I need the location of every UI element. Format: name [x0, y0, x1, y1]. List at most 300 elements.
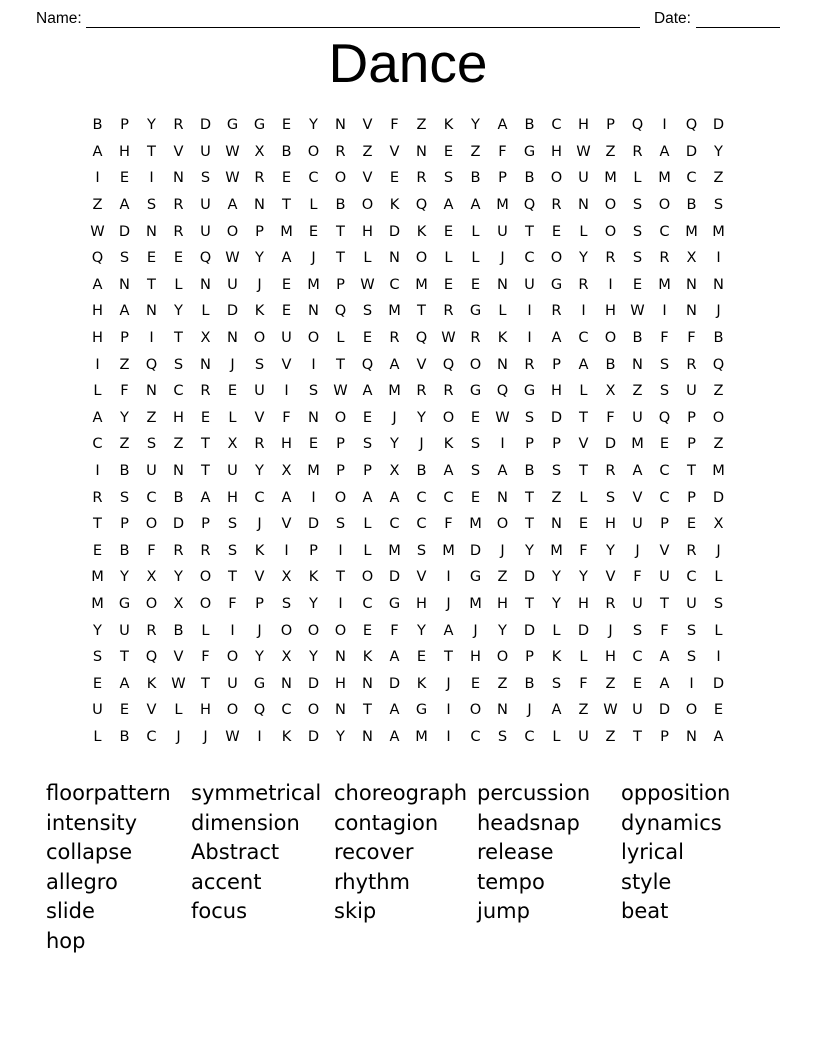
- grid-cell[interactable]: E: [362, 621, 373, 639]
- grid-cell[interactable]: U: [578, 727, 589, 745]
- grid-cell[interactable]: E: [362, 329, 373, 347]
- grid-cell[interactable]: A: [227, 196, 238, 214]
- grid-cell[interactable]: I: [284, 541, 289, 559]
- grid-cell[interactable]: W: [360, 275, 375, 293]
- grid-cell[interactable]: F: [228, 594, 237, 612]
- grid-cell[interactable]: W: [576, 142, 591, 160]
- grid-cell[interactable]: X: [200, 329, 211, 347]
- grid-cell[interactable]: N: [227, 329, 238, 347]
- grid-cell[interactable]: T: [444, 648, 453, 666]
- grid-cell[interactable]: Y: [714, 142, 723, 160]
- grid-cell[interactable]: D: [712, 488, 725, 506]
- grid-cell[interactable]: I: [689, 674, 694, 692]
- grid-cell[interactable]: V: [281, 515, 292, 533]
- grid-cell[interactable]: X: [605, 382, 616, 400]
- grid-cell[interactable]: F: [390, 116, 399, 134]
- grid-cell[interactable]: S: [659, 355, 670, 373]
- grid-cell[interactable]: B: [335, 196, 346, 214]
- grid-cell[interactable]: H: [578, 594, 589, 612]
- grid-cell[interactable]: N: [200, 275, 211, 293]
- grid-cell[interactable]: Y: [120, 568, 129, 586]
- grid-cell[interactable]: A: [713, 727, 724, 745]
- grid-cell[interactable]: S: [281, 594, 292, 612]
- grid-cell[interactable]: L: [93, 727, 102, 745]
- grid-cell[interactable]: B: [605, 355, 616, 373]
- grid-cell[interactable]: J: [527, 701, 532, 719]
- grid-cell[interactable]: Z: [119, 355, 130, 373]
- grid-cell[interactable]: W: [225, 142, 240, 160]
- grid-cell[interactable]: U: [632, 408, 643, 426]
- grid-cell[interactable]: C: [686, 568, 697, 586]
- grid-cell[interactable]: R: [605, 594, 616, 612]
- grid-cell[interactable]: Y: [525, 541, 534, 559]
- grid-cell[interactable]: E: [632, 275, 643, 293]
- grid-cell[interactable]: L: [714, 568, 723, 586]
- grid-cell[interactable]: N: [551, 515, 562, 533]
- grid-cell[interactable]: N: [119, 275, 130, 293]
- grid-cell[interactable]: T: [525, 515, 534, 533]
- grid-cell[interactable]: Z: [416, 116, 427, 134]
- grid-cell[interactable]: A: [443, 196, 454, 214]
- grid-cell[interactable]: I: [527, 329, 532, 347]
- grid-cell[interactable]: D: [388, 222, 401, 240]
- grid-cell[interactable]: Q: [685, 116, 698, 134]
- grid-cell[interactable]: C: [632, 648, 643, 666]
- grid-cell[interactable]: T: [174, 329, 183, 347]
- grid-cell[interactable]: I: [230, 621, 235, 639]
- grid-cell[interactable]: M: [91, 594, 104, 612]
- grid-cell[interactable]: A: [443, 462, 454, 480]
- word-list-item[interactable]: skip: [334, 899, 377, 924]
- grid-cell[interactable]: V: [389, 142, 400, 160]
- grid-cell[interactable]: A: [92, 142, 103, 160]
- grid-cell[interactable]: E: [308, 222, 319, 240]
- grid-cell[interactable]: L: [228, 408, 237, 426]
- grid-cell[interactable]: H: [92, 302, 103, 320]
- grid-cell[interactable]: S: [632, 621, 643, 639]
- grid-cell[interactable]: J: [230, 355, 235, 373]
- grid-cell[interactable]: I: [311, 488, 316, 506]
- grid-cell[interactable]: Q: [496, 382, 509, 400]
- grid-cell[interactable]: Q: [415, 329, 428, 347]
- grid-cell[interactable]: X: [281, 648, 292, 666]
- grid-cell[interactable]: E: [92, 541, 103, 559]
- grid-cell[interactable]: F: [687, 329, 696, 347]
- grid-cell[interactable]: H: [173, 408, 184, 426]
- grid-cell[interactable]: E: [173, 249, 184, 267]
- grid-cell[interactable]: T: [417, 302, 426, 320]
- grid-cell[interactable]: S: [146, 196, 157, 214]
- grid-cell[interactable]: C: [524, 249, 535, 267]
- grid-cell[interactable]: G: [523, 142, 536, 160]
- grid-cell[interactable]: O: [307, 142, 320, 160]
- grid-cell[interactable]: I: [95, 462, 100, 480]
- grid-cell[interactable]: S: [362, 435, 373, 453]
- grid-cell[interactable]: E: [470, 408, 481, 426]
- grid-cell[interactable]: L: [336, 329, 345, 347]
- grid-cell[interactable]: A: [389, 701, 400, 719]
- grid-cell[interactable]: Y: [147, 116, 156, 134]
- grid-cell[interactable]: W: [171, 674, 186, 692]
- grid-cell[interactable]: Y: [417, 408, 426, 426]
- grid-cell[interactable]: T: [147, 275, 156, 293]
- grid-cell[interactable]: A: [578, 355, 589, 373]
- grid-cell[interactable]: A: [92, 275, 103, 293]
- grid-cell[interactable]: S: [173, 355, 184, 373]
- grid-cell[interactable]: N: [173, 169, 184, 187]
- word-list-item[interactable]: dimension: [191, 810, 300, 835]
- grid-cell[interactable]: K: [416, 674, 427, 692]
- grid-cell[interactable]: M: [388, 541, 401, 559]
- grid-cell[interactable]: D: [226, 302, 239, 320]
- grid-cell[interactable]: O: [604, 329, 617, 347]
- grid-cell[interactable]: A: [389, 727, 400, 745]
- grid-cell[interactable]: Z: [92, 196, 103, 214]
- grid-cell[interactable]: S: [524, 408, 535, 426]
- grid-cell[interactable]: I: [257, 727, 262, 745]
- grid-cell[interactable]: P: [201, 515, 210, 533]
- grid-cell[interactable]: O: [334, 169, 347, 187]
- grid-cell[interactable]: L: [363, 515, 372, 533]
- grid-cell[interactable]: Y: [552, 594, 561, 612]
- grid-cell[interactable]: D: [307, 674, 320, 692]
- grid-cell[interactable]: I: [716, 249, 721, 267]
- grid-cell[interactable]: B: [524, 674, 535, 692]
- grid-cell[interactable]: X: [173, 594, 184, 612]
- grid-cell[interactable]: O: [307, 701, 320, 719]
- grid-cell[interactable]: O: [199, 594, 212, 612]
- grid-cell[interactable]: Y: [120, 408, 129, 426]
- grid-cell[interactable]: O: [280, 621, 293, 639]
- grid-cell[interactable]: H: [470, 648, 481, 666]
- grid-cell[interactable]: L: [579, 488, 588, 506]
- grid-cell[interactable]: Z: [632, 382, 643, 400]
- grid-cell[interactable]: O: [604, 222, 617, 240]
- grid-cell[interactable]: Y: [93, 621, 102, 639]
- grid-cell[interactable]: G: [469, 382, 482, 400]
- grid-cell[interactable]: H: [551, 142, 562, 160]
- grid-cell[interactable]: B: [119, 727, 130, 745]
- grid-cell[interactable]: Y: [174, 302, 183, 320]
- grid-cell[interactable]: W: [225, 727, 240, 745]
- grid-cell[interactable]: H: [551, 382, 562, 400]
- grid-cell[interactable]: S: [362, 302, 373, 320]
- grid-cell[interactable]: C: [389, 275, 400, 293]
- grid-cell[interactable]: P: [552, 435, 561, 453]
- grid-cell[interactable]: M: [307, 462, 320, 480]
- grid-cell[interactable]: D: [523, 568, 536, 586]
- grid-cell[interactable]: W: [495, 408, 510, 426]
- grid-cell[interactable]: N: [281, 674, 292, 692]
- grid-cell[interactable]: L: [498, 302, 507, 320]
- grid-cell[interactable]: A: [470, 196, 481, 214]
- grid-cell[interactable]: S: [308, 382, 319, 400]
- grid-cell[interactable]: E: [92, 674, 103, 692]
- grid-cell[interactable]: I: [446, 701, 451, 719]
- grid-cell[interactable]: V: [605, 568, 616, 586]
- grid-cell[interactable]: M: [280, 222, 293, 240]
- grid-cell[interactable]: A: [551, 701, 562, 719]
- grid-cell[interactable]: C: [416, 515, 427, 533]
- grid-cell[interactable]: Y: [255, 462, 264, 480]
- grid-cell[interactable]: T: [633, 727, 642, 745]
- grid-cell[interactable]: N: [686, 275, 697, 293]
- grid-cell[interactable]: A: [119, 302, 130, 320]
- grid-cell[interactable]: C: [578, 329, 589, 347]
- grid-cell[interactable]: B: [416, 462, 427, 480]
- grid-cell[interactable]: L: [174, 275, 183, 293]
- grid-cell[interactable]: R: [524, 355, 535, 373]
- grid-cell[interactable]: Z: [605, 674, 616, 692]
- grid-cell[interactable]: S: [92, 648, 103, 666]
- word-list-item[interactable]: beat: [621, 899, 669, 924]
- grid-cell[interactable]: M: [415, 727, 428, 745]
- grid-cell[interactable]: W: [603, 701, 618, 719]
- grid-cell[interactable]: G: [118, 594, 131, 612]
- grid-cell[interactable]: R: [389, 329, 400, 347]
- grid-cell[interactable]: M: [658, 275, 671, 293]
- grid-cell[interactable]: X: [713, 515, 724, 533]
- grid-cell[interactable]: I: [149, 169, 154, 187]
- grid-cell[interactable]: Y: [606, 541, 615, 559]
- grid-cell[interactable]: N: [497, 701, 508, 719]
- grid-cell[interactable]: O: [334, 488, 347, 506]
- grid-cell[interactable]: D: [172, 515, 185, 533]
- grid-cell[interactable]: A: [659, 142, 670, 160]
- grid-cell[interactable]: N: [308, 408, 319, 426]
- grid-cell[interactable]: Z: [578, 701, 589, 719]
- grid-cell[interactable]: R: [632, 142, 643, 160]
- grid-cell[interactable]: E: [389, 169, 400, 187]
- grid-cell[interactable]: U: [227, 674, 238, 692]
- grid-cell[interactable]: E: [470, 275, 481, 293]
- word-list-item[interactable]: jump: [477, 899, 530, 924]
- grid-cell[interactable]: T: [525, 222, 534, 240]
- grid-cell[interactable]: Y: [390, 435, 399, 453]
- grid-cell[interactable]: Q: [415, 196, 428, 214]
- grid-cell[interactable]: R: [686, 355, 697, 373]
- grid-cell[interactable]: S: [686, 648, 697, 666]
- grid-cell[interactable]: N: [335, 648, 346, 666]
- grid-cell[interactable]: R: [254, 169, 265, 187]
- grid-cell[interactable]: S: [659, 382, 670, 400]
- grid-cell[interactable]: N: [200, 355, 211, 373]
- grid-cell[interactable]: V: [254, 568, 265, 586]
- grid-cell[interactable]: I: [662, 302, 667, 320]
- grid-cell[interactable]: E: [578, 515, 589, 533]
- grid-cell[interactable]: O: [604, 196, 617, 214]
- grid-cell[interactable]: K: [551, 648, 562, 666]
- grid-cell[interactable]: O: [550, 249, 563, 267]
- grid-cell[interactable]: Z: [362, 142, 373, 160]
- grid-cell[interactable]: T: [363, 701, 372, 719]
- grid-cell[interactable]: E: [308, 435, 319, 453]
- grid-cell[interactable]: E: [200, 408, 211, 426]
- grid-cell[interactable]: G: [523, 382, 536, 400]
- grid-cell[interactable]: R: [173, 116, 184, 134]
- grid-cell[interactable]: L: [363, 541, 372, 559]
- word-list-item[interactable]: Abstract: [191, 840, 280, 865]
- grid-cell[interactable]: E: [551, 222, 562, 240]
- grid-cell[interactable]: N: [362, 674, 373, 692]
- grid-cell[interactable]: R: [605, 249, 616, 267]
- grid-cell[interactable]: P: [255, 594, 264, 612]
- grid-cell[interactable]: A: [362, 382, 373, 400]
- grid-cell[interactable]: H: [605, 648, 616, 666]
- grid-cell[interactable]: A: [497, 116, 508, 134]
- grid-cell[interactable]: U: [254, 382, 265, 400]
- grid-cell[interactable]: N: [362, 727, 373, 745]
- grid-cell[interactable]: O: [442, 408, 455, 426]
- grid-cell[interactable]: V: [281, 355, 292, 373]
- grid-cell[interactable]: R: [92, 488, 103, 506]
- grid-cell[interactable]: L: [471, 222, 480, 240]
- grid-cell[interactable]: Y: [579, 249, 588, 267]
- grid-cell[interactable]: O: [469, 355, 482, 373]
- grid-cell[interactable]: B: [119, 541, 130, 559]
- grid-cell[interactable]: D: [388, 674, 401, 692]
- grid-cell[interactable]: Q: [361, 355, 374, 373]
- grid-cell[interactable]: T: [147, 142, 156, 160]
- grid-cell[interactable]: I: [500, 435, 505, 453]
- grid-cell[interactable]: E: [443, 222, 454, 240]
- grid-cell[interactable]: B: [524, 169, 535, 187]
- grid-cell[interactable]: B: [686, 196, 697, 214]
- grid-cell[interactable]: C: [551, 116, 562, 134]
- grid-cell[interactable]: F: [444, 515, 453, 533]
- grid-cell[interactable]: L: [552, 621, 561, 639]
- grid-cell[interactable]: B: [470, 169, 481, 187]
- grid-cell[interactable]: U: [281, 329, 292, 347]
- grid-cell[interactable]: T: [336, 249, 345, 267]
- grid-cell[interactable]: L: [201, 302, 210, 320]
- grid-cell[interactable]: T: [336, 355, 345, 373]
- grid-cell[interactable]: X: [281, 462, 292, 480]
- word-list-item[interactable]: symmetrical: [191, 781, 322, 805]
- grid-cell[interactable]: P: [120, 116, 129, 134]
- grid-cell[interactable]: V: [632, 488, 643, 506]
- grid-cell[interactable]: A: [281, 249, 292, 267]
- grid-cell[interactable]: C: [470, 727, 481, 745]
- grid-cell[interactable]: O: [226, 222, 239, 240]
- grid-cell[interactable]: A: [389, 648, 400, 666]
- grid-cell[interactable]: H: [416, 594, 427, 612]
- grid-cell[interactable]: I: [149, 329, 154, 347]
- grid-cell[interactable]: T: [201, 435, 210, 453]
- grid-cell[interactable]: P: [336, 275, 345, 293]
- grid-cell[interactable]: S: [200, 169, 211, 187]
- grid-cell[interactable]: O: [496, 515, 509, 533]
- grid-cell[interactable]: F: [147, 541, 156, 559]
- grid-cell[interactable]: G: [469, 302, 482, 320]
- grid-cell[interactable]: O: [307, 329, 320, 347]
- grid-cell[interactable]: V: [146, 701, 157, 719]
- grid-cell[interactable]: D: [307, 727, 320, 745]
- grid-cell[interactable]: L: [471, 249, 480, 267]
- grid-cell[interactable]: C: [443, 488, 454, 506]
- grid-cell[interactable]: N: [146, 302, 157, 320]
- grid-cell[interactable]: F: [120, 382, 129, 400]
- grid-cell[interactable]: Q: [145, 355, 158, 373]
- grid-cell[interactable]: R: [200, 382, 211, 400]
- grid-cell[interactable]: Z: [713, 382, 724, 400]
- grid-cell[interactable]: X: [389, 462, 400, 480]
- grid-cell[interactable]: C: [173, 382, 184, 400]
- grid-cell[interactable]: B: [713, 329, 724, 347]
- grid-cell[interactable]: R: [605, 462, 616, 480]
- grid-cell[interactable]: J: [716, 541, 721, 559]
- grid-cell[interactable]: E: [227, 382, 238, 400]
- word-list-item[interactable]: collapse: [46, 840, 133, 865]
- grid-cell[interactable]: F: [201, 648, 210, 666]
- grid-cell[interactable]: U: [92, 701, 103, 719]
- grid-cell[interactable]: S: [470, 435, 481, 453]
- grid-cell[interactable]: H: [200, 701, 211, 719]
- grid-cell[interactable]: Z: [605, 727, 616, 745]
- grid-cell[interactable]: V: [173, 648, 184, 666]
- grid-cell[interactable]: M: [712, 222, 725, 240]
- grid-cell[interactable]: O: [658, 196, 671, 214]
- grid-cell[interactable]: S: [119, 249, 130, 267]
- grid-cell[interactable]: S: [119, 488, 130, 506]
- grid-cell[interactable]: D: [388, 568, 401, 586]
- grid-cell[interactable]: D: [199, 116, 212, 134]
- word-list-item[interactable]: release: [477, 840, 554, 865]
- grid-cell[interactable]: Q: [442, 355, 455, 373]
- grid-cell[interactable]: R: [443, 382, 454, 400]
- grid-cell[interactable]: W: [441, 329, 456, 347]
- grid-cell[interactable]: M: [469, 515, 482, 533]
- grid-cell[interactable]: J: [419, 435, 424, 453]
- grid-cell[interactable]: O: [226, 648, 239, 666]
- grid-cell[interactable]: R: [686, 541, 697, 559]
- grid-cell[interactable]: G: [253, 674, 266, 692]
- grid-cell[interactable]: N: [335, 116, 346, 134]
- grid-cell[interactable]: U: [686, 594, 697, 612]
- grid-cell[interactable]: E: [632, 674, 643, 692]
- grid-cell[interactable]: N: [686, 302, 697, 320]
- grid-cell[interactable]: S: [335, 515, 346, 533]
- grid-cell[interactable]: M: [307, 275, 320, 293]
- grid-cell[interactable]: S: [632, 196, 643, 214]
- grid-cell[interactable]: M: [496, 196, 509, 214]
- grid-cell[interactable]: B: [524, 462, 535, 480]
- grid-cell[interactable]: S: [632, 249, 643, 267]
- grid-cell[interactable]: A: [119, 196, 130, 214]
- grid-cell[interactable]: Q: [91, 249, 104, 267]
- grid-cell[interactable]: A: [389, 355, 400, 373]
- word-list-item[interactable]: slide: [46, 899, 95, 924]
- grid-cell[interactable]: W: [225, 169, 240, 187]
- grid-cell[interactable]: F: [498, 142, 507, 160]
- grid-cell[interactable]: J: [473, 621, 478, 639]
- grid-cell[interactable]: E: [686, 515, 697, 533]
- grid-cell[interactable]: P: [120, 329, 129, 347]
- grid-cell[interactable]: D: [604, 435, 617, 453]
- grid-cell[interactable]: F: [579, 674, 588, 692]
- grid-cell[interactable]: R: [443, 302, 454, 320]
- grid-cell[interactable]: F: [660, 621, 669, 639]
- grid-cell[interactable]: M: [550, 541, 563, 559]
- grid-cell[interactable]: I: [338, 541, 343, 559]
- grid-cell[interactable]: J: [716, 302, 721, 320]
- grid-cell[interactable]: U: [146, 462, 157, 480]
- grid-cell[interactable]: M: [415, 275, 428, 293]
- word-list-item[interactable]: lyrical: [621, 840, 684, 865]
- grid-cell[interactable]: G: [550, 275, 563, 293]
- grid-cell[interactable]: T: [525, 594, 534, 612]
- grid-cell[interactable]: J: [500, 249, 505, 267]
